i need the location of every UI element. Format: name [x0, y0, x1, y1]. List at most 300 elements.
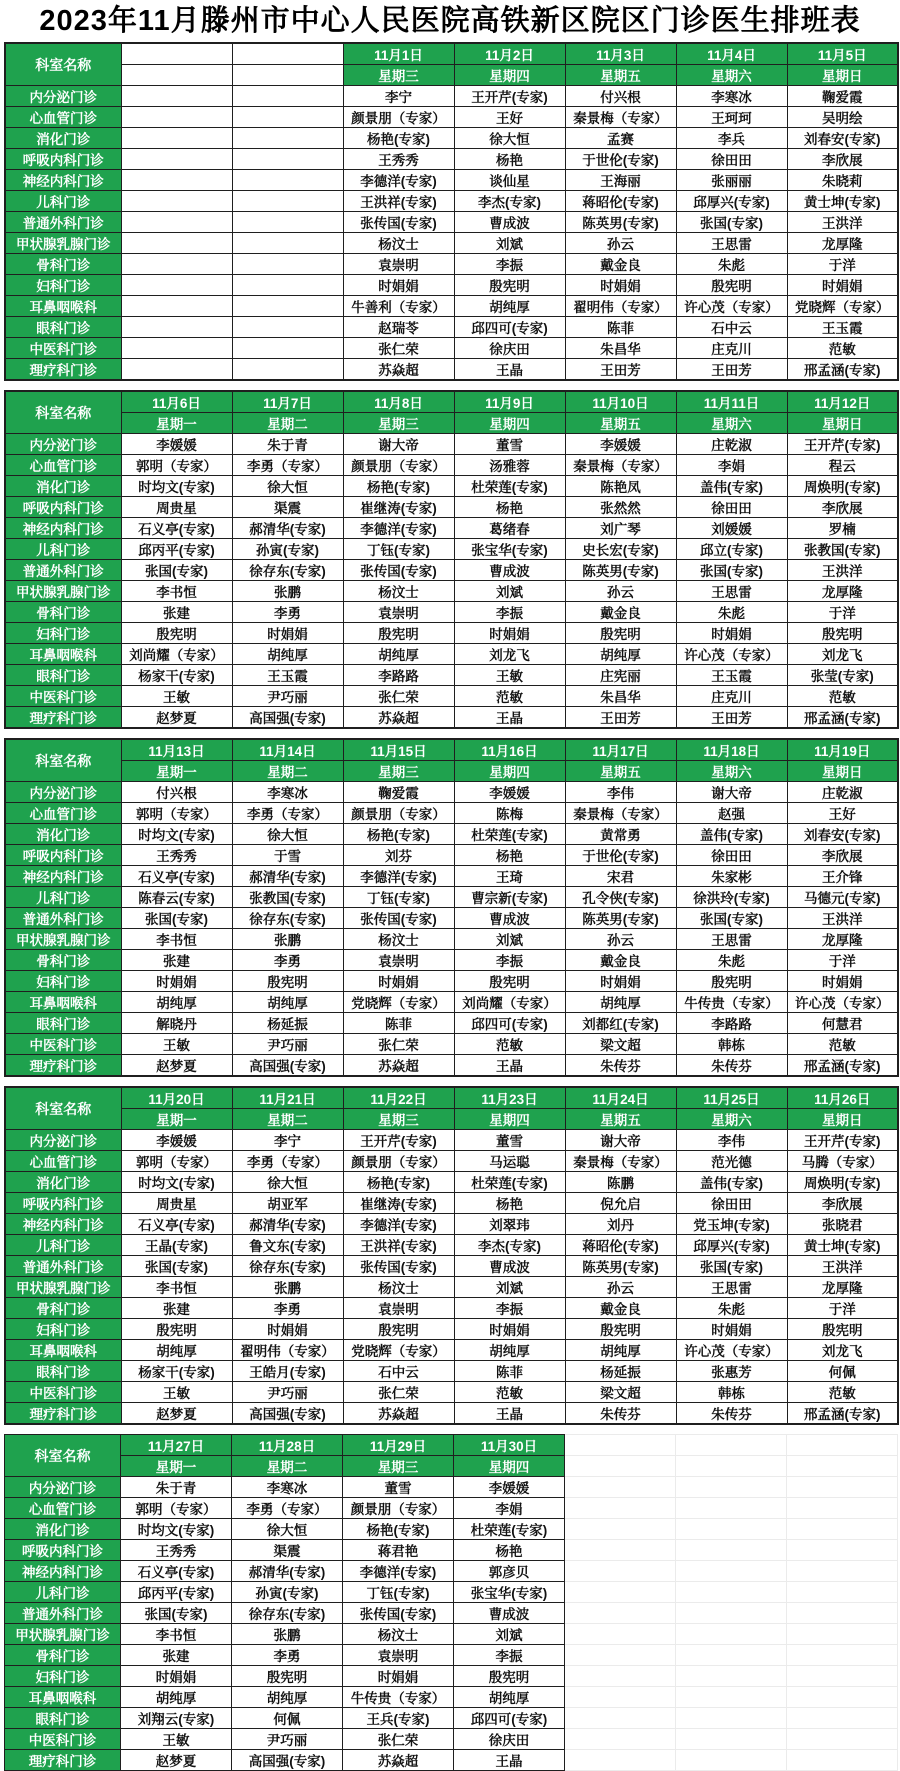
doctor-cell: 李寒冰	[676, 86, 787, 107]
doctor-cell: 刘斌	[454, 233, 565, 254]
doctor-cell: 殷宪明	[676, 275, 787, 296]
doctor-cell: 赵梦夏	[121, 1750, 232, 1771]
date-cell: 11月13日	[121, 739, 232, 761]
department-cell: 耳鼻咽喉科	[5, 1340, 121, 1361]
date-cell: 11月26日	[787, 1087, 898, 1109]
doctor-cell: 王兵(专家)	[343, 1708, 454, 1729]
doctor-cell: 时娟娟	[232, 1319, 343, 1340]
table-row	[5, 824, 898, 845]
doctor-cell: 尹巧丽	[232, 1034, 343, 1055]
doctor-cell: 鲁文东(专家)	[232, 1235, 343, 1256]
table-row	[5, 1034, 898, 1055]
doctor-cell: 于洋	[787, 254, 898, 275]
department-cell: 甲状腺乳腺门诊	[5, 1277, 121, 1298]
doctor-cell: 尹巧丽	[232, 686, 343, 707]
table-row	[5, 86, 898, 107]
table-row	[5, 296, 898, 317]
doctor-cell: 袁崇明	[343, 1298, 454, 1319]
doctor-cell: 张鹏	[232, 1624, 343, 1645]
doctor-cell: 朱彪	[676, 602, 787, 623]
doctor-cell: 时娟娟	[121, 971, 232, 992]
doctor-cell: 刘尚耀（专家）	[121, 644, 232, 665]
doctor-cell: 李欣展	[787, 149, 898, 170]
table-row	[5, 1666, 898, 1687]
doctor-cell: 胡纯厚	[121, 992, 232, 1013]
weekday-cell: 星期日	[787, 413, 898, 434]
doctor-cell: 刘尚耀（专家）	[454, 992, 565, 1013]
schedule-blocks	[0, 42, 900, 1771]
blank-cell	[121, 191, 232, 212]
ghost-cell	[676, 1603, 787, 1624]
weekday-cell: 星期五	[565, 65, 676, 86]
weekday-cell: 星期六	[676, 1109, 787, 1130]
doctor-cell: 王海丽	[565, 170, 676, 191]
date-cell: 11月4日	[676, 43, 787, 65]
doctor-cell: 张宝华(专家)	[454, 1582, 565, 1603]
table-row	[5, 644, 898, 665]
doctor-cell: 谈仙星	[454, 170, 565, 191]
doctor-cell: 周贵星	[121, 497, 232, 518]
doctor-cell: 殷宪明	[676, 971, 787, 992]
doctor-cell: 殷宪明	[565, 623, 676, 644]
doctor-cell: 刘丹	[565, 1214, 676, 1235]
doctor-cell: 戴金良	[565, 1298, 676, 1319]
doctor-cell: 付兴根	[121, 782, 232, 803]
doctor-cell: 张国(专家)	[121, 1603, 232, 1624]
date-cell: 11月14日	[232, 739, 343, 761]
doctor-cell: 胡纯厚	[454, 1340, 565, 1361]
doctor-cell: 于洋	[787, 950, 898, 971]
doctor-cell: 李寒冰	[232, 782, 343, 803]
department-cell: 妇科门诊	[5, 971, 121, 992]
doctor-cell: 时娟娟	[343, 1666, 454, 1687]
doctor-cell: 颜景朋（专家）	[343, 1151, 454, 1172]
doctor-cell: 刘春安(专家)	[787, 128, 898, 149]
blank-cell	[121, 338, 232, 359]
department-cell: 普通外科门诊	[5, 1603, 121, 1624]
ghost-cell	[676, 1582, 787, 1603]
doctor-cell: 刘翔云(专家)	[121, 1708, 232, 1729]
table-row	[5, 1624, 898, 1645]
doctor-cell: 邱四可(专家)	[454, 1708, 565, 1729]
department-cell: 神经内科门诊	[5, 866, 121, 887]
table-row	[5, 1561, 898, 1582]
doctor-cell: 王思雷	[676, 1277, 787, 1298]
doctor-cell: 王珂珂	[676, 107, 787, 128]
date-cell: 11月27日	[121, 1435, 232, 1456]
department-cell: 呼吸内科门诊	[5, 1193, 121, 1214]
doctor-cell: 党玉坤(专家)	[676, 1214, 787, 1235]
doctor-cell: 黄常勇	[565, 824, 676, 845]
doctor-cell: 袁崇明	[343, 1645, 454, 1666]
table-row	[5, 1256, 898, 1277]
doctor-cell: 杜荣莲(专家)	[454, 1172, 565, 1193]
doctor-cell: 李媛媛	[454, 782, 565, 803]
doctor-cell: 戴金良	[565, 602, 676, 623]
table-row	[5, 149, 898, 170]
doctor-cell: 李媛媛	[565, 434, 676, 455]
doctor-cell: 赵强	[676, 803, 787, 824]
doctor-cell: 杨家干(专家)	[121, 1361, 232, 1382]
doctor-cell: 孙寅(专家)	[232, 1582, 343, 1603]
doctor-cell: 张仁荣	[343, 1382, 454, 1403]
table-row	[5, 233, 898, 254]
department-cell: 儿科门诊	[5, 1235, 121, 1256]
department-cell: 骨科门诊	[5, 1645, 121, 1666]
doctor-cell: 时娟娟	[787, 275, 898, 296]
doctor-cell: 王开芹(专家)	[343, 1130, 454, 1151]
doctor-cell: 范光德	[676, 1151, 787, 1172]
doctor-cell: 刘斌	[454, 929, 565, 950]
table-row	[5, 908, 898, 929]
weekday-cell: 星期三	[343, 1109, 454, 1130]
doctor-cell: 张教国(专家)	[232, 887, 343, 908]
doctor-cell: 李路路	[343, 665, 454, 686]
doctor-cell: 颜景朋（专家）	[343, 107, 454, 128]
doctor-cell: 尹巧丽	[232, 1729, 343, 1750]
doctor-cell: 程云	[787, 455, 898, 476]
doctor-cell: 宋君	[565, 866, 676, 887]
department-cell: 普通外科门诊	[5, 1256, 121, 1277]
doctor-cell: 殷宪明	[565, 1319, 676, 1340]
table-row	[5, 1277, 898, 1298]
table-row	[5, 191, 898, 212]
blank-header-cell	[121, 65, 232, 86]
department-cell: 中医科门诊	[5, 1729, 121, 1750]
department-cell: 骨科门诊	[5, 254, 121, 275]
doctor-cell: 张宝华(专家)	[454, 539, 565, 560]
doctor-cell: 徐庆田	[454, 338, 565, 359]
date-cell: 11月9日	[454, 391, 565, 413]
table-row	[5, 476, 898, 497]
doctor-cell: 张建	[121, 602, 232, 623]
department-cell: 耳鼻咽喉科	[5, 1687, 121, 1708]
doctor-cell: 李勇	[232, 1298, 343, 1319]
doctor-cell: 董雪	[454, 1130, 565, 1151]
doctor-cell: 徐存东(专家)	[232, 1603, 343, 1624]
department-cell: 妇科门诊	[5, 623, 121, 644]
doctor-cell: 张丽丽	[676, 170, 787, 191]
doctor-cell: 张教国(专家)	[787, 539, 898, 560]
doctor-cell: 胡纯厚	[565, 1340, 676, 1361]
department-cell: 呼吸内科门诊	[5, 1540, 121, 1561]
department-cell: 甲状腺乳腺门诊	[5, 233, 121, 254]
doctor-cell: 李勇（专家）	[232, 1498, 343, 1519]
doctor-cell: 陈菲	[343, 1013, 454, 1034]
table-row	[5, 1519, 898, 1540]
doctor-cell: 张晓君	[787, 1214, 898, 1235]
corner-header-cell: 科室名称	[5, 739, 121, 782]
doctor-cell: 高国强(专家)	[232, 1750, 343, 1771]
doctor-cell: 郝清华(专家)	[232, 1214, 343, 1235]
doctor-cell: 葛绪春	[454, 518, 565, 539]
doctor-cell: 杜荣莲(专家)	[454, 824, 565, 845]
ghost-cell	[787, 1645, 898, 1666]
doctor-cell: 倪允启	[565, 1193, 676, 1214]
doctor-cell: 周贵星	[121, 1193, 232, 1214]
table-row	[5, 686, 898, 707]
table-row	[5, 1708, 898, 1729]
ghost-cell	[787, 1624, 898, 1645]
doctor-cell: 邱四可(专家)	[454, 1013, 565, 1034]
doctor-cell: 李德洋(专家)	[343, 1561, 454, 1582]
ghost-cell	[565, 1477, 676, 1498]
doctor-cell: 时均文(专家)	[121, 824, 232, 845]
doctor-cell: 时娟娟	[343, 275, 454, 296]
date-cell: 11月2日	[454, 43, 565, 65]
doctor-cell: 杨艳(专家)	[343, 1519, 454, 1540]
doctor-cell: 李媛媛	[454, 1477, 565, 1498]
department-cell: 呼吸内科门诊	[5, 845, 121, 866]
doctor-cell: 马德元(专家)	[787, 887, 898, 908]
doctor-cell: 王介锋	[787, 866, 898, 887]
doctor-cell: 杨艳(专家)	[343, 128, 454, 149]
weekday-cell: 星期三	[343, 413, 454, 434]
weekday-cell: 星期六	[676, 413, 787, 434]
doctor-cell: 盖伟(专家)	[676, 476, 787, 497]
doctor-cell: 颜景朋（专家）	[343, 455, 454, 476]
table-row	[5, 1498, 898, 1519]
doctor-cell: 周焕明(专家)	[787, 476, 898, 497]
table-row	[5, 359, 898, 381]
department-cell: 眼科门诊	[5, 1361, 121, 1382]
doctor-cell: 邱立(专家)	[676, 539, 787, 560]
doctor-cell: 解晓丹	[121, 1013, 232, 1034]
weekday-cell: 星期四	[454, 1109, 565, 1130]
doctor-cell: 王好	[454, 107, 565, 128]
doctor-cell: 王晶	[454, 1750, 565, 1771]
doctor-cell: 渠震	[232, 1540, 343, 1561]
doctor-cell: 邢孟涵(专家)	[787, 1055, 898, 1077]
doctor-cell: 李勇（专家）	[232, 1151, 343, 1172]
doctor-cell: 于洋	[787, 602, 898, 623]
doctor-cell: 罗楠	[787, 518, 898, 539]
table-row	[5, 1172, 898, 1193]
doctor-cell: 赵瑞苓	[343, 317, 454, 338]
doctor-cell: 杨艳(专家)	[343, 824, 454, 845]
doctor-cell: 张然然	[565, 497, 676, 518]
doctor-cell: 戴金良	[565, 254, 676, 275]
department-cell: 骨科门诊	[5, 602, 121, 623]
doctor-cell: 王玉霞	[232, 665, 343, 686]
weekday-cell: 星期四	[454, 413, 565, 434]
doctor-cell: 杨家干(专家)	[121, 665, 232, 686]
blank-cell	[121, 254, 232, 275]
doctor-cell: 王敏	[454, 665, 565, 686]
doctor-cell: 黄士坤(专家)	[787, 191, 898, 212]
doctor-cell: 吴明绘	[787, 107, 898, 128]
table-row	[5, 1750, 898, 1771]
doctor-cell: 王皓月(专家)	[232, 1361, 343, 1382]
blank-cell	[232, 191, 343, 212]
doctor-cell: 杨汶士	[343, 1277, 454, 1298]
doctor-cell: 殷宪明	[454, 971, 565, 992]
department-cell: 内分泌门诊	[5, 434, 121, 455]
department-cell: 儿科门诊	[5, 1582, 121, 1603]
table-row	[5, 212, 898, 233]
table-row	[5, 170, 898, 191]
ghost-cell	[676, 1645, 787, 1666]
doctor-cell: 鞠爱霞	[343, 782, 454, 803]
ghost-cell	[676, 1498, 787, 1519]
weekday-cell: 星期三	[343, 761, 454, 782]
doctor-cell: 谢大帝	[676, 782, 787, 803]
date-cell: 11月11日	[676, 391, 787, 413]
doctor-cell: 苏焱超	[343, 707, 454, 729]
department-cell: 神经内科门诊	[5, 518, 121, 539]
table-row	[5, 971, 898, 992]
department-cell: 消化门诊	[5, 476, 121, 497]
department-cell: 普通外科门诊	[5, 560, 121, 581]
doctor-cell: 胡纯厚	[232, 992, 343, 1013]
doctor-cell: 张惠芳	[676, 1361, 787, 1382]
doctor-cell: 汤雅蓉	[454, 455, 565, 476]
department-cell: 心血管门诊	[5, 1151, 121, 1172]
weekday-cell: 星期日	[787, 1109, 898, 1130]
doctor-cell: 王田芳	[676, 359, 787, 381]
doctor-cell: 郝清华(专家)	[232, 1561, 343, 1582]
date-cell: 11月10日	[565, 391, 676, 413]
doctor-cell: 胡纯厚	[343, 644, 454, 665]
ghost-cell	[787, 1519, 898, 1540]
blank-cell	[121, 107, 232, 128]
date-cell: 11月28日	[232, 1435, 343, 1456]
date-cell: 11月30日	[454, 1435, 565, 1456]
doctor-cell: 李杰(专家)	[454, 191, 565, 212]
doctor-cell: 张仁荣	[343, 1034, 454, 1055]
corner-header-cell: 科室名称	[5, 43, 121, 86]
doctor-cell: 张仁荣	[343, 686, 454, 707]
blank-cell	[232, 338, 343, 359]
doctor-cell: 朱彪	[676, 950, 787, 971]
doctor-cell: 史长宏(专家)	[565, 539, 676, 560]
doctor-cell: 韩栋	[676, 1034, 787, 1055]
department-cell: 神经内科门诊	[5, 170, 121, 191]
doctor-cell: 王思雷	[676, 929, 787, 950]
date-cell: 11月12日	[787, 391, 898, 413]
doctor-cell: 郝清华(专家)	[232, 518, 343, 539]
doctor-cell: 徐大恒	[454, 128, 565, 149]
department-cell: 内分泌门诊	[5, 86, 121, 107]
doctor-cell: 张建	[121, 1298, 232, 1319]
doctor-cell: 陈英男(专家)	[565, 212, 676, 233]
ghost-cell	[787, 1729, 898, 1750]
date-cell: 11月18日	[676, 739, 787, 761]
department-cell: 消化门诊	[5, 128, 121, 149]
table-row	[5, 929, 898, 950]
doctor-cell: 李杰(专家)	[454, 1235, 565, 1256]
table-row	[5, 128, 898, 149]
table-row	[5, 1687, 898, 1708]
corner-header-cell: 科室名称	[5, 391, 121, 434]
doctor-cell: 张仁荣	[343, 1729, 454, 1750]
department-cell: 消化门诊	[5, 1172, 121, 1193]
blank-cell	[232, 296, 343, 317]
doctor-cell: 于世伦(专家)	[565, 149, 676, 170]
table-row	[5, 950, 898, 971]
doctor-cell: 王晶	[454, 1403, 565, 1425]
doctor-cell: 秦景梅（专家）	[565, 107, 676, 128]
doctor-cell: 秦景梅（专家）	[565, 803, 676, 824]
ghost-cell	[676, 1687, 787, 1708]
blank-cell	[232, 233, 343, 254]
table-row	[5, 887, 898, 908]
doctor-cell: 王玉霞	[676, 665, 787, 686]
ghost-cell	[565, 1540, 676, 1561]
doctor-cell: 孙云	[565, 1277, 676, 1298]
department-cell: 理疗科门诊	[5, 707, 121, 729]
doctor-cell: 王敏	[121, 686, 232, 707]
doctor-cell: 龙厚隆	[787, 233, 898, 254]
doctor-cell: 徐大恒	[232, 476, 343, 497]
doctor-cell: 杨艳	[454, 149, 565, 170]
doctor-cell: 徐存东(专家)	[232, 560, 343, 581]
doctor-cell: 范敏	[454, 1034, 565, 1055]
doctor-cell: 王洪祥(专家)	[343, 1235, 454, 1256]
doctor-cell: 曹成波	[454, 560, 565, 581]
doctor-cell: 何佩	[232, 1708, 343, 1729]
department-cell: 儿科门诊	[5, 191, 121, 212]
department-cell: 中医科门诊	[5, 686, 121, 707]
doctor-cell: 朱彪	[676, 254, 787, 275]
doctor-cell: 徐大恒	[232, 1519, 343, 1540]
doctor-cell: 王敏	[121, 1034, 232, 1055]
doctor-cell: 石中云	[676, 317, 787, 338]
doctor-cell: 颜景朋（专家）	[343, 803, 454, 824]
doctor-cell: 胡纯厚	[232, 1687, 343, 1708]
doctor-cell: 时均文(专家)	[121, 476, 232, 497]
doctor-cell: 王敏	[121, 1382, 232, 1403]
department-cell: 心血管门诊	[5, 107, 121, 128]
doctor-cell: 何佩	[787, 1361, 898, 1382]
date-cell: 11月8日	[343, 391, 454, 413]
doctor-cell: 邢孟涵(专家)	[787, 1403, 898, 1425]
doctor-cell: 胡纯厚	[121, 1340, 232, 1361]
page-title: 2023年11月滕州市中心人民医院高铁新区院区门诊医生排班表	[39, 5, 861, 37]
table-row	[5, 623, 898, 644]
doctor-cell: 郭明（专家）	[121, 803, 232, 824]
doctor-cell: 李振	[454, 1298, 565, 1319]
doctor-cell: 朱传芬	[676, 1055, 787, 1077]
weekday-cell: 星期三	[343, 1456, 454, 1477]
doctor-cell: 陈梅	[454, 803, 565, 824]
doctor-cell: 龙厚隆	[787, 581, 898, 602]
blank-cell	[232, 86, 343, 107]
doctor-cell: 李兵	[676, 128, 787, 149]
doctor-cell: 李宁	[232, 1130, 343, 1151]
doctor-cell: 李书恒	[121, 1624, 232, 1645]
ghost-cell	[676, 1561, 787, 1582]
doctor-cell: 翟明伟（专家）	[565, 296, 676, 317]
table-row	[5, 1193, 898, 1214]
doctor-cell: 何慧君	[787, 1013, 898, 1034]
ghost-cell	[787, 1666, 898, 1687]
doctor-cell: 高国强(专家)	[232, 707, 343, 729]
doctor-cell: 牛善利（专家）	[343, 296, 454, 317]
doctor-cell: 徐存东(专家)	[232, 908, 343, 929]
date-cell: 11月17日	[565, 739, 676, 761]
date-cell: 11月23日	[454, 1087, 565, 1109]
blank-cell	[121, 317, 232, 338]
doctor-cell: 张鹏	[232, 581, 343, 602]
doctor-cell: 王开芹(专家)	[787, 434, 898, 455]
doctor-cell: 张鹏	[232, 1277, 343, 1298]
doctor-cell: 张国(专家)	[676, 212, 787, 233]
doctor-cell: 朱彪	[676, 1298, 787, 1319]
doctor-cell: 徐田田	[676, 497, 787, 518]
blank-cell	[121, 275, 232, 296]
blank-cell	[232, 317, 343, 338]
